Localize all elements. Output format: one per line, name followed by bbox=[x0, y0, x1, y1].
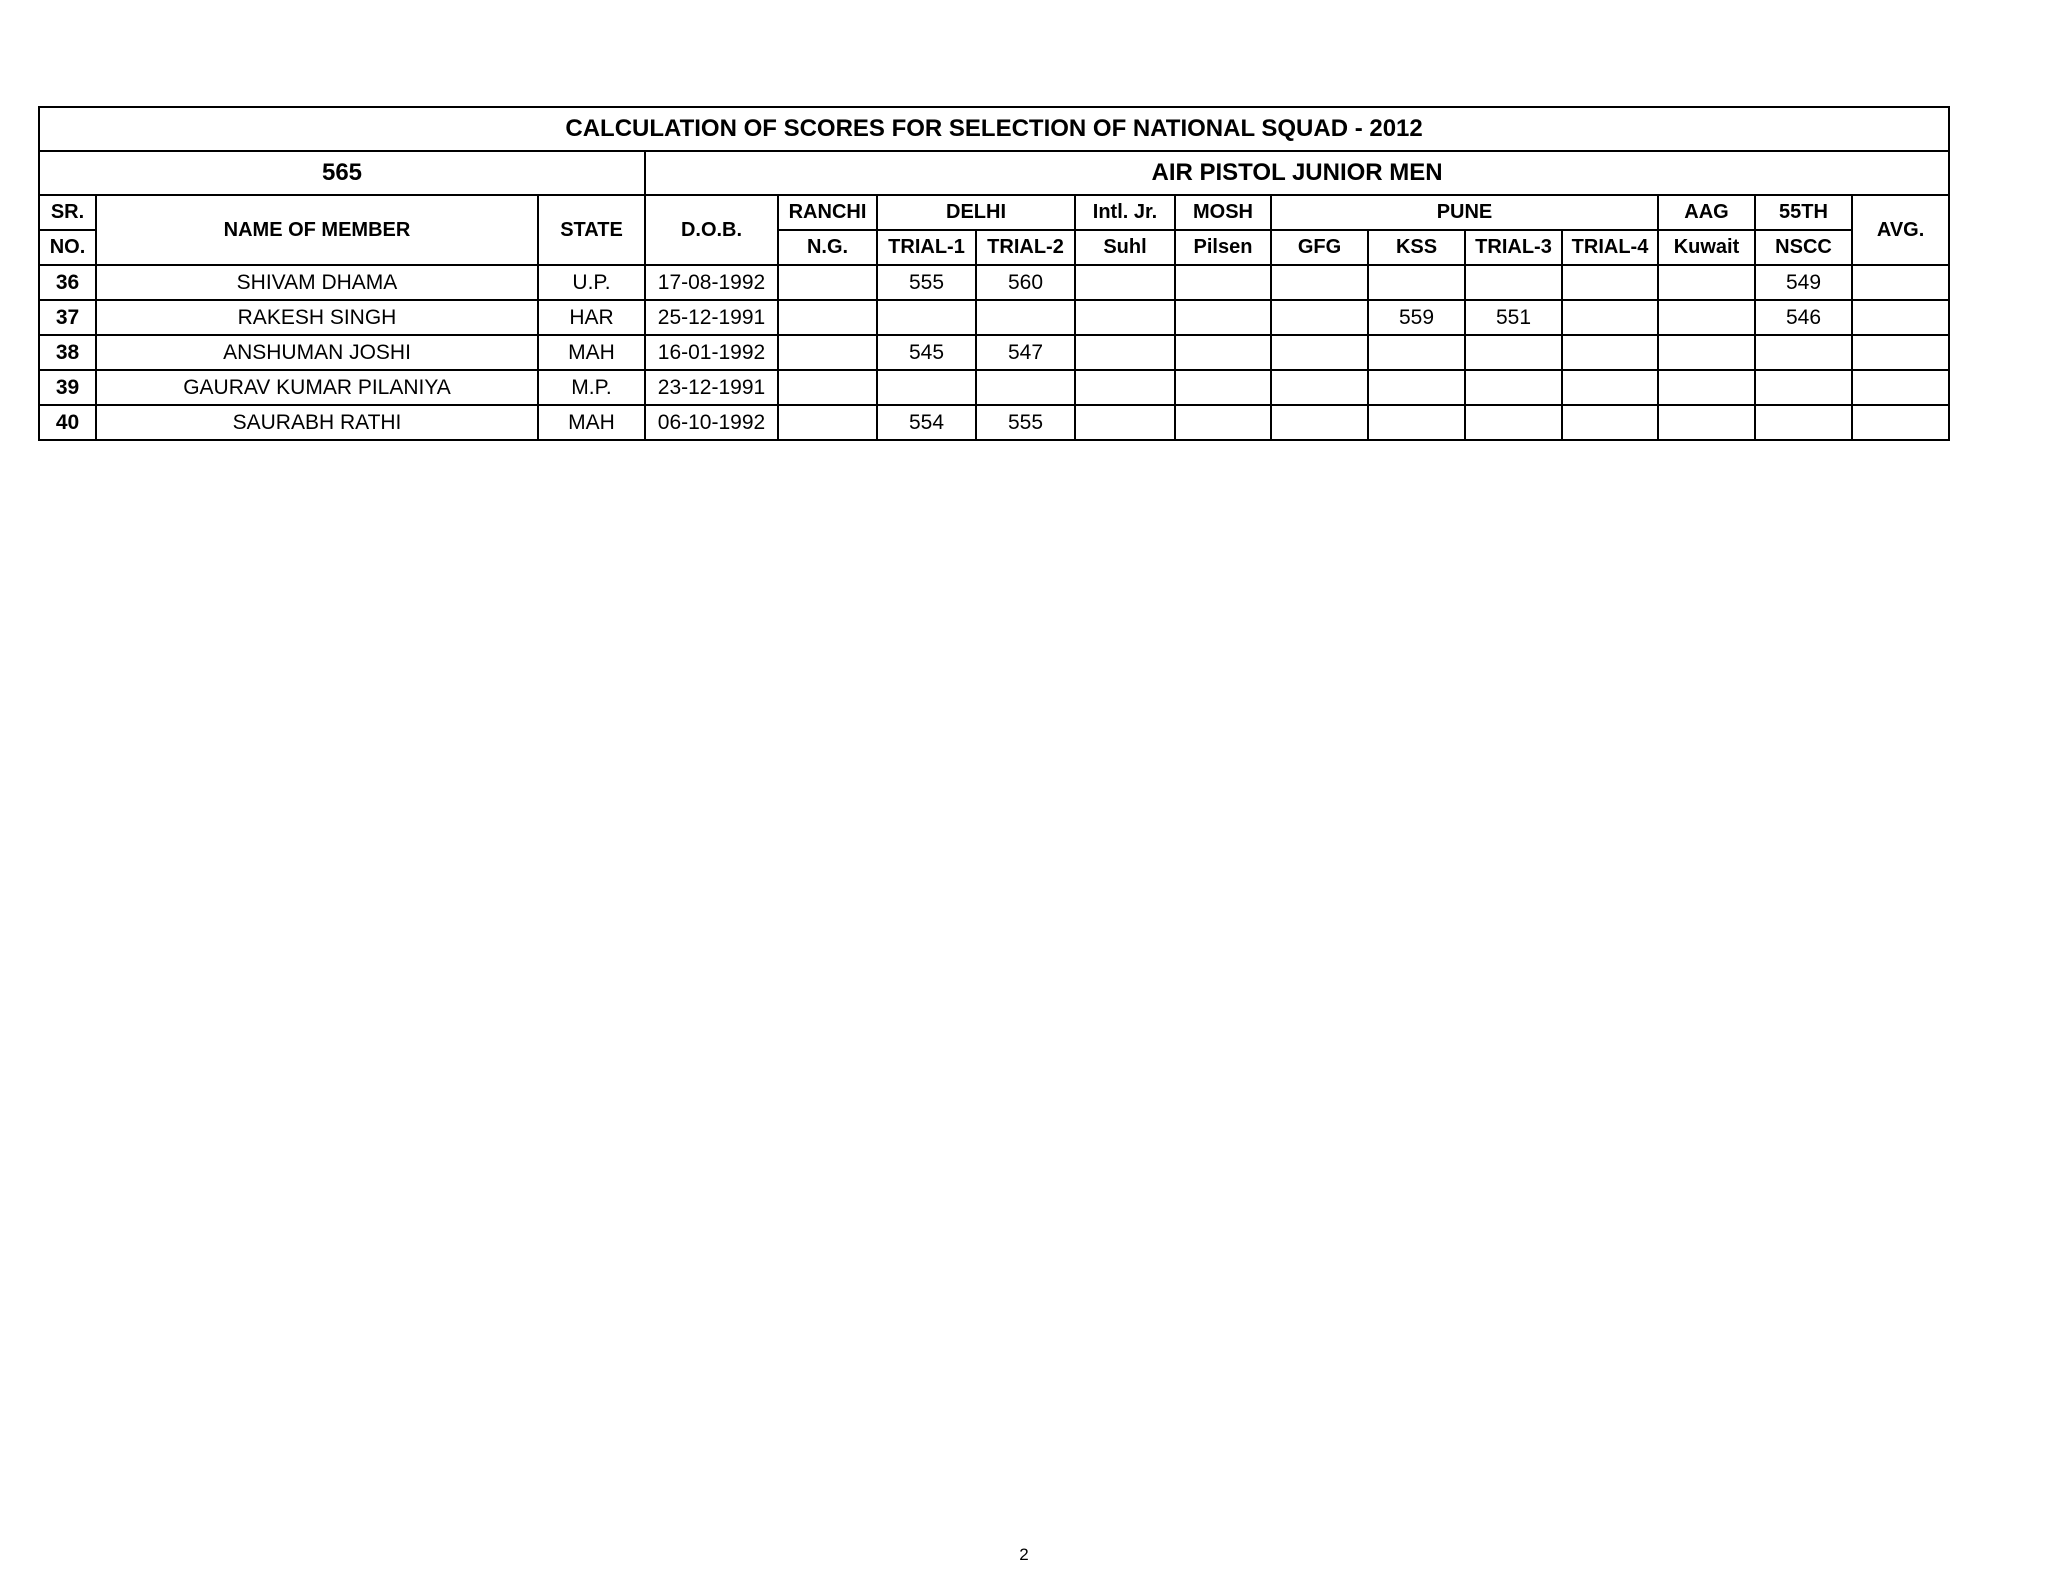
title-row bbox=[39, 107, 1949, 151]
avg-header: AVG. bbox=[1852, 195, 1949, 265]
cell-trial4 bbox=[1562, 335, 1658, 370]
cell-ranchi-ng bbox=[778, 300, 877, 335]
cell-ranchi-ng bbox=[778, 370, 877, 405]
cell-kss bbox=[1368, 265, 1465, 300]
cell-name: SHIVAM DHAMA bbox=[96, 265, 538, 300]
intl-sub-header: Suhl bbox=[1075, 230, 1175, 265]
cell-state: U.P. bbox=[538, 265, 645, 300]
cell-delhi-t1 bbox=[877, 300, 976, 335]
cell-kuwait bbox=[1658, 265, 1755, 300]
score-table bbox=[38, 106, 1950, 441]
mosh-header: MOSH bbox=[1175, 195, 1271, 230]
event-code: 565 bbox=[39, 151, 645, 195]
cell-trial4 bbox=[1562, 265, 1658, 300]
cell-delhi-t2: 560 bbox=[976, 265, 1075, 300]
aag-header: AAG bbox=[1658, 195, 1755, 230]
cell-name: SAURABH RATHI bbox=[96, 405, 538, 440]
sr-header-top: SR. bbox=[39, 195, 96, 230]
cell-name: GAURAV KUMAR PILANIYA bbox=[96, 370, 538, 405]
pune-trial3-header: TRIAL-3 bbox=[1465, 230, 1562, 265]
cell-dob: 06-10-1992 bbox=[645, 405, 778, 440]
cell-suhl bbox=[1075, 265, 1175, 300]
delhi-trial1-header: TRIAL-1 bbox=[877, 230, 976, 265]
mosh-sub-header: Pilsen bbox=[1175, 230, 1271, 265]
ranchi-header: RANCHI bbox=[778, 195, 877, 230]
pune-gfg-header: GFG bbox=[1271, 230, 1368, 265]
page-number: 2 bbox=[1019, 1545, 1029, 1564]
cell-kss: 559 bbox=[1368, 300, 1465, 335]
cell-sr: 37 bbox=[39, 300, 96, 335]
cell-suhl bbox=[1075, 300, 1175, 335]
cell-avg bbox=[1852, 300, 1949, 335]
event-row bbox=[39, 151, 1949, 195]
cell-dob: 23-12-1991 bbox=[645, 370, 778, 405]
name-header: NAME OF MEMBER bbox=[96, 195, 538, 265]
nscc-sub-header: NSCC bbox=[1755, 230, 1852, 265]
cell-delhi-t2: 547 bbox=[976, 335, 1075, 370]
cell-kuwait bbox=[1658, 405, 1755, 440]
cell-kss bbox=[1368, 370, 1465, 405]
cell-trial4 bbox=[1562, 370, 1658, 405]
pune-kss-header: KSS bbox=[1368, 230, 1465, 265]
cell-nscc bbox=[1755, 370, 1852, 405]
table-body bbox=[39, 265, 1949, 440]
cell-name: ANSHUMAN JOSHI bbox=[96, 335, 538, 370]
cell-delhi-t1: 545 bbox=[877, 335, 976, 370]
cell-pilsen bbox=[1175, 405, 1271, 440]
cell-ranchi-ng bbox=[778, 405, 877, 440]
cell-state: M.P. bbox=[538, 370, 645, 405]
cell-pilsen bbox=[1175, 265, 1271, 300]
cell-ranchi-ng bbox=[778, 265, 877, 300]
cell-suhl bbox=[1075, 335, 1175, 370]
cell-suhl bbox=[1075, 370, 1175, 405]
pune-header: PUNE bbox=[1271, 195, 1658, 230]
delhi-header: DELHI bbox=[877, 195, 1075, 230]
cell-kss bbox=[1368, 405, 1465, 440]
cell-gfg bbox=[1271, 370, 1368, 405]
cell-dob: 25-12-1991 bbox=[645, 300, 778, 335]
pune-trial4-header: TRIAL-4 bbox=[1562, 230, 1658, 265]
cell-gfg bbox=[1271, 335, 1368, 370]
nscc-header-top: 55TH bbox=[1755, 195, 1852, 230]
cell-name: RAKESH SINGH bbox=[96, 300, 538, 335]
cell-delhi-t1: 554 bbox=[877, 405, 976, 440]
cell-kuwait bbox=[1658, 370, 1755, 405]
cell-sr: 40 bbox=[39, 405, 96, 440]
cell-state: MAH bbox=[538, 335, 645, 370]
cell-delhi-t2 bbox=[976, 370, 1075, 405]
cell-nscc: 546 bbox=[1755, 300, 1852, 335]
table-row bbox=[39, 405, 1949, 440]
aag-sub-header: Kuwait bbox=[1658, 230, 1755, 265]
table-row bbox=[39, 265, 1949, 300]
header-row-1 bbox=[39, 195, 1949, 230]
cell-pilsen bbox=[1175, 300, 1271, 335]
cell-pilsen bbox=[1175, 370, 1271, 405]
document-title: CALCULATION OF SCORES FOR SELECTION OF NATIONAL SQUAD - 2012 bbox=[39, 107, 1949, 151]
cell-avg bbox=[1852, 265, 1949, 300]
cell-avg bbox=[1852, 335, 1949, 370]
table-row bbox=[39, 335, 1949, 370]
cell-ranchi-ng bbox=[778, 335, 877, 370]
ranchi-sub-header: N.G. bbox=[778, 230, 877, 265]
cell-nscc bbox=[1755, 335, 1852, 370]
sr-header-bottom: NO. bbox=[39, 230, 96, 265]
cell-suhl bbox=[1075, 405, 1175, 440]
cell-trial3 bbox=[1465, 405, 1562, 440]
cell-dob: 16-01-1992 bbox=[645, 335, 778, 370]
cell-nscc bbox=[1755, 405, 1852, 440]
event-name: AIR PISTOL JUNIOR MEN bbox=[645, 151, 1949, 195]
table-row bbox=[39, 370, 1949, 405]
cell-sr: 39 bbox=[39, 370, 96, 405]
cell-trial3 bbox=[1465, 265, 1562, 300]
cell-kuwait bbox=[1658, 300, 1755, 335]
cell-kuwait bbox=[1658, 335, 1755, 370]
delhi-trial2-header: TRIAL-2 bbox=[976, 230, 1075, 265]
cell-sr: 38 bbox=[39, 335, 96, 370]
cell-gfg bbox=[1271, 300, 1368, 335]
cell-sr: 36 bbox=[39, 265, 96, 300]
cell-kss bbox=[1368, 335, 1465, 370]
cell-trial3 bbox=[1465, 370, 1562, 405]
cell-nscc: 549 bbox=[1755, 265, 1852, 300]
dob-header: D.O.B. bbox=[645, 195, 778, 265]
cell-state: HAR bbox=[538, 300, 645, 335]
cell-trial3 bbox=[1465, 335, 1562, 370]
state-header: STATE bbox=[538, 195, 645, 265]
cell-trial4 bbox=[1562, 405, 1658, 440]
cell-avg bbox=[1852, 370, 1949, 405]
cell-state: MAH bbox=[538, 405, 645, 440]
cell-delhi-t2: 555 bbox=[976, 405, 1075, 440]
cell-dob: 17-08-1992 bbox=[645, 265, 778, 300]
cell-trial4 bbox=[1562, 300, 1658, 335]
cell-delhi-t1: 555 bbox=[877, 265, 976, 300]
cell-delhi-t2 bbox=[976, 300, 1075, 335]
cell-gfg bbox=[1271, 265, 1368, 300]
table-row bbox=[39, 300, 1949, 335]
cell-gfg bbox=[1271, 405, 1368, 440]
cell-trial3: 551 bbox=[1465, 300, 1562, 335]
cell-avg bbox=[1852, 405, 1949, 440]
intl-header: Intl. Jr. bbox=[1075, 195, 1175, 230]
cell-delhi-t1 bbox=[877, 370, 976, 405]
cell-pilsen bbox=[1175, 335, 1271, 370]
